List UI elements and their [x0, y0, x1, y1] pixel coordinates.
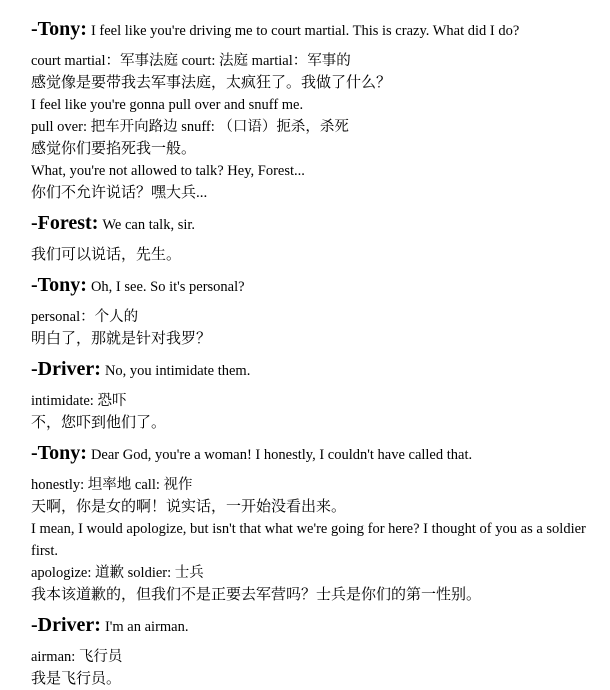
speaker-utterance: Dear God, you're a woman! I honestly, I couldn't have called that. — [90, 447, 473, 463]
dialogue-block — [31, 270, 598, 350]
dialogue-block — [31, 610, 598, 690]
speaker-line — [31, 354, 598, 386]
speaker-name: -Tony: — [31, 442, 87, 464]
vocab-note: airman: 飞行员 — [31, 649, 123, 665]
speaker-utterance: We can talk, sir. — [102, 217, 196, 233]
translation-line: 不，您吓到他们了。 — [31, 415, 167, 431]
translation-line: 感觉你们要掐死我一般。 — [31, 141, 197, 157]
speaker-line — [31, 610, 598, 642]
speaker-utterance: I'm an airman. — [104, 619, 189, 635]
english-line: What, you're not allowed to talk? Hey, Forest... — [31, 163, 305, 179]
speaker-line — [31, 208, 598, 240]
translation-line: 明白了，那就是针对我罗？ — [31, 331, 212, 347]
speaker-name: -Tony: — [31, 18, 87, 40]
speaker-line — [31, 14, 598, 46]
speaker-line — [31, 270, 598, 302]
dialogue-block — [31, 438, 598, 606]
dialogue-block — [31, 354, 598, 434]
speaker-name: -Driver: — [31, 358, 101, 380]
speaker-utterance: Oh, I see. So it's personal? — [90, 279, 245, 295]
speaker-line — [31, 438, 598, 470]
dialogue-block — [31, 14, 598, 204]
vocab-note: court martial：军事法庭 court: 法庭 martial：军事的 — [31, 53, 351, 69]
english-line: I feel like you're gonna pull over and snuff me. — [31, 97, 304, 113]
translation-line: 我们可以说话，先生。 — [31, 247, 182, 263]
vocab-note: pull over: 把车开向路边 snuff: （口语）扼杀，杀死 — [31, 119, 349, 135]
speaker-name: -Driver: — [31, 614, 101, 636]
speaker-utterance: No, you intimidate them. — [104, 363, 251, 379]
vocab-note: honestly: 坦率地 call: 视作 — [31, 477, 193, 493]
translation-line: 感觉像是要带我去军事法庭，太疯狂了。我做了什么？ — [31, 75, 392, 91]
speaker-utterance: I feel like you're driving me to court martial. This is crazy. What did I do? — [90, 23, 520, 39]
translation-line: 我是飞行员。 — [31, 671, 122, 687]
vocab-note: personal：个人的 — [31, 309, 139, 325]
speaker-name: -Forest: — [31, 212, 99, 234]
translation-line: 我本该道歉的，但我们不是正要去军营吗？士兵是你们的第一性别。 — [31, 587, 482, 603]
dialogue-block — [31, 208, 598, 266]
translation-line: 你们不允许说话？嘿大兵... — [31, 185, 208, 201]
translation-line: 天啊，你是女的啊！说实话，一开始没看出来。 — [31, 499, 347, 515]
vocab-note: intimidate: 恐吓 — [31, 393, 127, 409]
english-line: I mean, I would apologize, but isn't that what we're going for here? I thought of you as a soldier first. — [31, 521, 586, 559]
speaker-name: -Tony: — [31, 274, 87, 296]
vocab-note: apologize: 道歉 soldier: 士兵 — [31, 565, 204, 581]
